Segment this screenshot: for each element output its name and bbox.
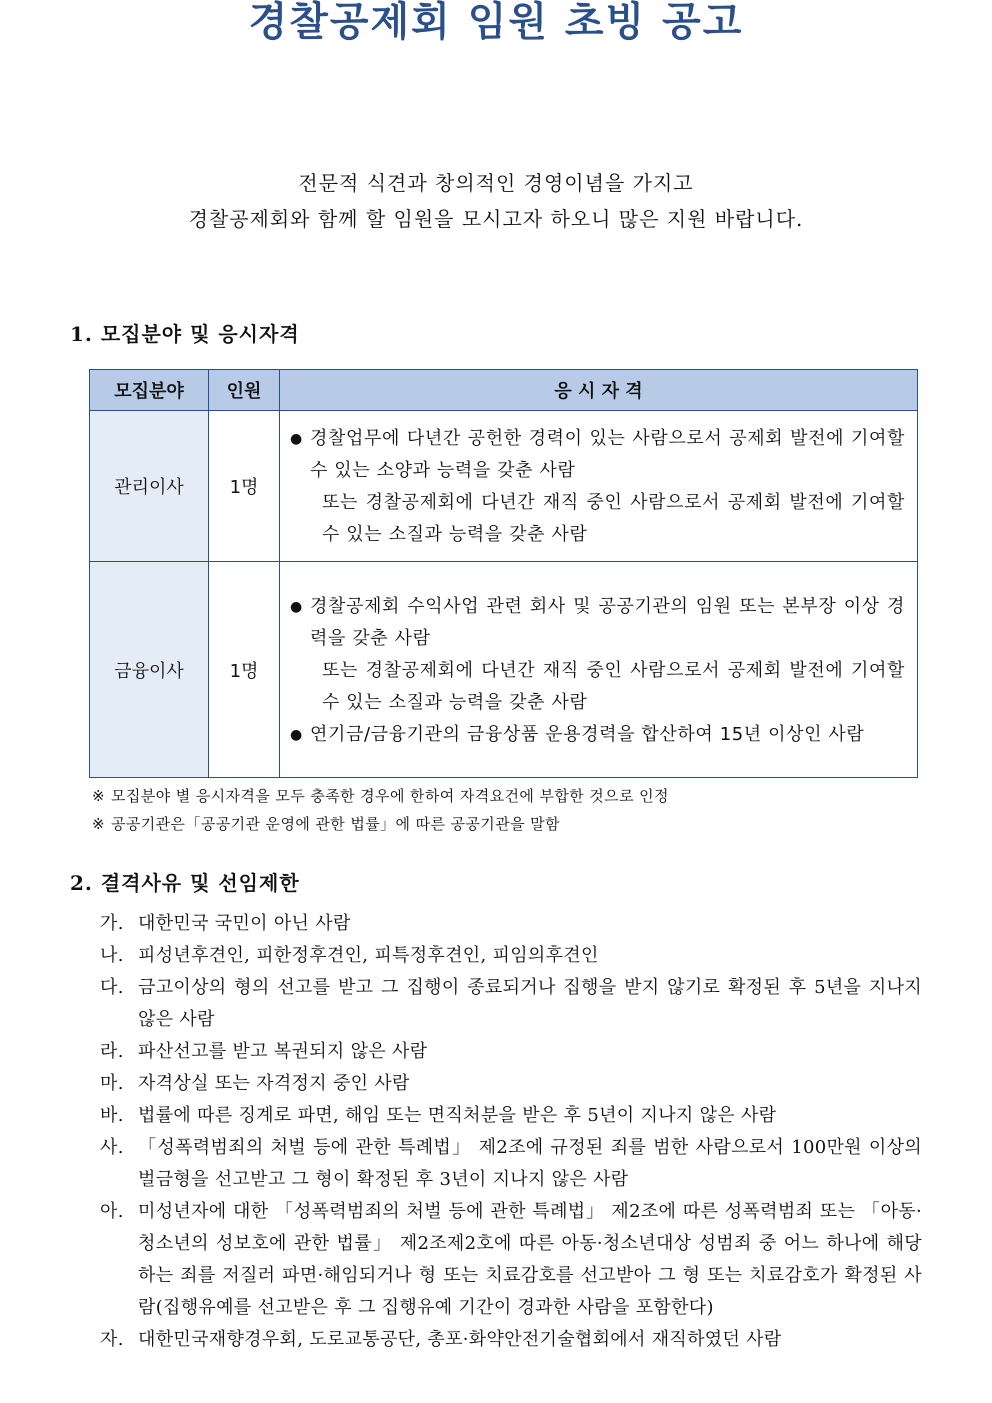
disqualification-list [100,908,922,1356]
row-field: 관리이사 [90,411,209,562]
intro-line-2: 경찰공제회와 함께 할 임원을 모시고자 하오니 많은 지원 바랍니다. [188,207,804,231]
bullet-icon: ● [290,598,303,615]
qualification-list [288,591,905,751]
qualification-continuation: 또는 경찰공제회에 다년간 재직 중인 사람으로서 공제회 발전에 기여할 수 있는 소질과 능력을 갖춘 사람 [322,492,905,545]
item-label: 바. [100,1105,124,1126]
note-text: 모집분야 별 응시자격을 모두 충족한 경우에 한하여 자격요건에 부합한 것으로 인정 [110,787,669,805]
list-item [100,1100,922,1132]
list-item [100,1132,922,1196]
qualification-text: 경찰공제회 수익사업 관련 회사 및 공공기관의 임원 또는 본부장 이상 경력을 갖춘 사람 [310,595,905,649]
list-item [288,719,905,751]
row-qualifications [280,562,918,778]
header-count: 인원 [209,370,280,411]
row-field: 금융이사 [90,562,209,778]
row-count: 1명 [209,562,280,778]
bullet-icon: ● [290,431,303,447]
list-item [288,591,905,719]
qualification-list [288,423,905,551]
section-2-heading: 2. 결격사유 및 선임제한 [70,871,300,895]
item-text: 「성폭력범죄의 처벌 등에 관한 특례법」 제2조에 규정된 죄를 범한 사람으로서 100만원 이상의 벌금형을 선고받고 그 형이 확정된 후 3년이 지나지 않은 사람 [138,1137,922,1190]
row-qualifications [280,411,918,562]
header-field: 모집분야 [90,370,209,411]
item-label: 자. [100,1329,124,1350]
list-item [100,1324,922,1356]
item-label: 다. [100,977,124,998]
list-item [100,940,922,972]
list-item [100,1196,922,1324]
item-text: 피성년후견인, 피한정후견인, 피특정후견인, 피임의후견인 [138,945,599,966]
qualification-continuation: 또는 경찰공제회에 다년간 재직 중인 사람으로서 공제회 발전에 기여할 수 있는 소질과 능력을 갖춘 사람 [322,659,905,713]
table-row [90,562,918,778]
item-label: 사. [100,1137,124,1158]
note-1 [92,782,669,810]
list-item [100,972,922,1036]
item-text: 파산선고를 받고 복권되지 않은 사람 [138,1041,428,1062]
intro-text [0,165,992,237]
item-label: 가. [100,913,124,934]
item-text: 금고이상의 형의 선고를 받고 그 집행이 종료되거나 집행을 받지 않기로 확정된 후 5년을 지나지 않은 사람 [138,977,922,1030]
item-label: 마. [100,1073,124,1094]
bullet-icon: ● [290,726,303,743]
item-text: 자격상실 또는 자격정지 중인 사람 [138,1073,410,1094]
item-label: 아. [100,1201,124,1222]
intro-line-1: 전문적 식견과 창의적인 경영이념을 가지고 [298,171,694,195]
row-count: 1명 [209,411,280,562]
table-header-row [90,370,918,411]
header-qualifications: 응 시 자 격 [280,370,918,411]
table-row [90,411,918,562]
item-text: 대한민국 국민이 아닌 사람 [138,913,351,934]
note-2 [92,810,669,838]
reference-mark-icon: ※ [92,815,105,833]
item-text: 법률에 따른 징계로 파면, 해임 또는 면직처분을 받은 후 5년이 지나지 않은 사람 [138,1105,777,1126]
list-item [288,423,905,551]
qualification-text: 연기금/금융기관의 금융상품 운용경력을 합산하여 15년 이상인 사람 [310,723,865,745]
list-item [100,908,922,940]
table-notes [92,782,669,838]
section-1-heading: 1. 모집분야 및 응시자격 [70,322,300,346]
item-label: 나. [100,945,124,966]
item-text: 대한민국재향경우회, 도로교통공단, 총포·화약안전기술협회에서 재직하였던 사람 [138,1329,782,1350]
reference-mark-icon: ※ [92,787,105,805]
item-label: 라. [100,1041,124,1062]
note-text: 공공기관은「공공기관 운영에 관한 법률」에 따른 공공기관을 말함 [110,815,560,833]
item-text: 미성년자에 대한 「성폭력범죄의 처벌 등에 관한 특례법」 제2조에 따른 성폭력범죄 또는 「아동·청소년의 성보호에 관한 법률」 제2조제2호에 따른 아동·청소년대상 성범죄 중 어느 하나에 해당하는 죄를 저질러 파면·해임되거나 형 또는 치료감호를 선고받아 그 형 또는 치료감호가 확정된 사람(집행유예를 선고받은 후 그 집행유예 기간이 경과한 사람을 포함한다) [138,1201,922,1318]
list-item [100,1068,922,1100]
list-item [100,1036,922,1068]
qualification-table [89,369,918,778]
qualification-text: 경찰업무에 다년간 공헌한 경력이 있는 사람으로서 공제회 발전에 기여할 수 있는 소양과 능력을 갖춘 사람 [310,428,905,481]
page-title: 경찰공제회 임원 초빙 공고 [248,0,744,45]
